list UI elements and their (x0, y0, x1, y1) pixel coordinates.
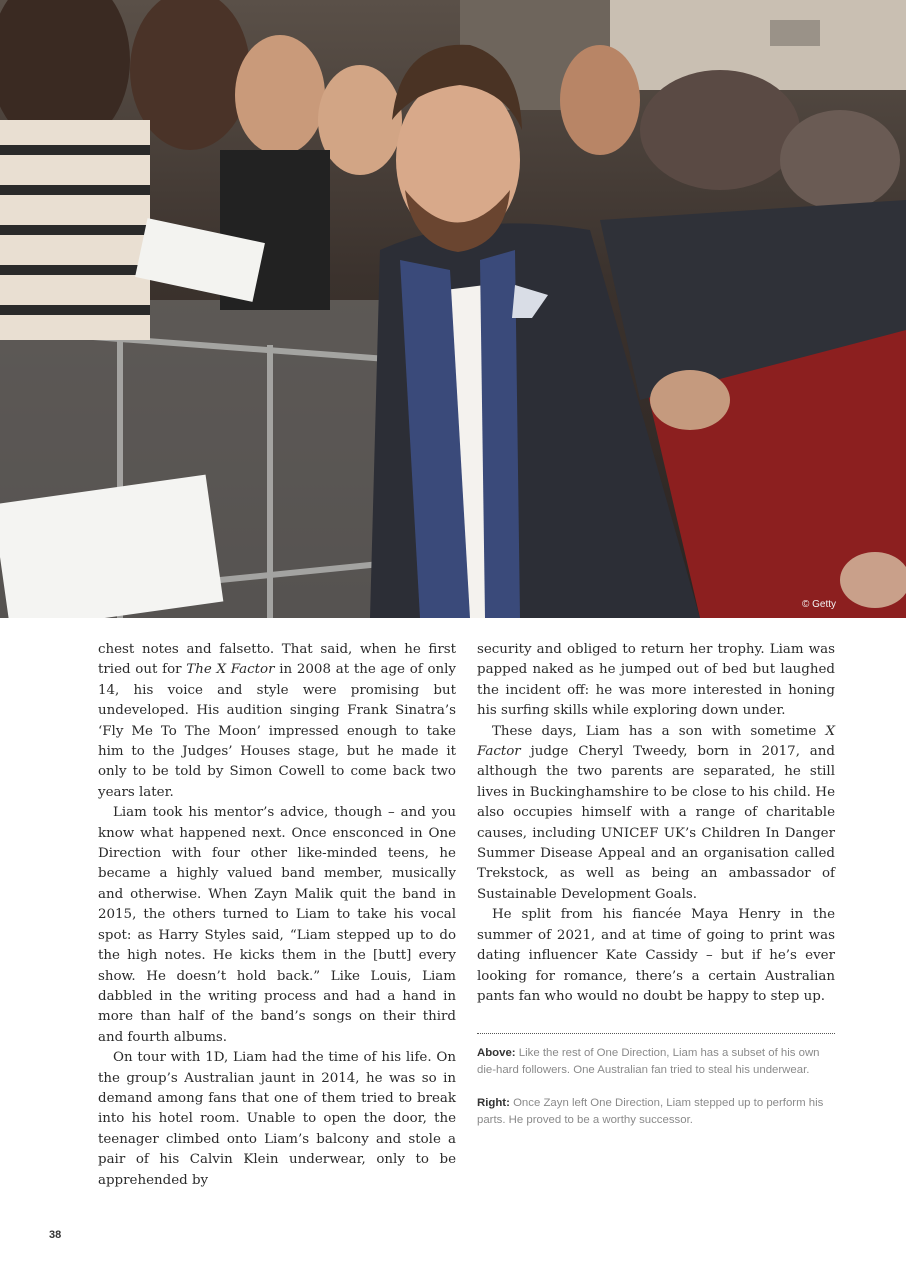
caption-text: Like the rest of One Direction, Liam has a subset of his own die-hard followers. One Australian fan tried to steal his underwear. (477, 1047, 820, 1076)
paragraph (98, 640, 456, 803)
caption-right (477, 1095, 835, 1129)
caption-label: Above: (477, 1047, 516, 1059)
paragraph (477, 722, 835, 906)
paragraph-text: in 2008 at the age of only 14, his voice and style were promising but undeveloped. His audition singing Frank Sinatra’s ‘Fly Me To The Moon’ impressed enough to take him to the Judges’ Houses stage, but he made it only to be told by Simon Cowell to come back two years later. (98, 662, 456, 800)
italic-title: The X Factor (186, 662, 275, 678)
caption-text: Once Zayn left One Direction, Liam stepped up to perform his parts. He proved to be a worthy successor. (477, 1097, 824, 1126)
photo-credit: © Getty (801, 599, 836, 610)
italic-title: X Factor (477, 723, 835, 760)
article-column-left (98, 640, 456, 1191)
paragraph (98, 803, 456, 1048)
page-number: 38 (49, 1229, 62, 1241)
paragraph-text: Liam took his mentor’s advice, though – and you know what happened next. Once ensconced in One Direction with four other like-minded teens, he became a highly valued band member, musically and otherwise. When Zayn Malik quit the band in 2015, the others turned to Liam to take his vocal spot: as Harry Styles said, “Liam stepped up to do the high notes. He kicks them in the [butt] every show. He doesn’t hold back.” Like Louis, Liam dabbled in the writing process and had a hand in more than half of the band’s songs on their third and fourth albums. (98, 805, 456, 1045)
photo-illustration (0, 0, 906, 618)
paragraph-text: security and obliged to return her trophy. Liam was papped naked as he jumped out of bed but laughed the incident off: he was more interested in honing his surfing skills while exploring down under. (477, 642, 835, 719)
caption-label: Right: (477, 1097, 510, 1109)
paragraph-text: On tour with 1D, Liam had the time of his life. On the group’s Australian jaunt in 2014, he was so in demand among fans that one of them tried to break into his hotel room. Unable to open the door, the teenager climbed onto Liam’s balcony and stole a pair of his Calvin Klein underwear, only to be apprehended by (98, 1050, 456, 1188)
paragraph-text: judge Cheryl Tweedy, born in 2017, and although the two parents are separated, he still lives in Buckinghamshire to be close to his child. He also occupies himself with a range of charitable causes, including UNICEF UK’s Children In Danger Summer Disease Appeal and an organisation called Trekstock, as well as being an ambassador of Sustainable Development Goals. (477, 744, 835, 902)
caption-divider (477, 1033, 835, 1034)
paragraph-text: These days, Liam has a son with sometime (492, 723, 826, 739)
hero-photo (0, 0, 906, 618)
caption-above (477, 1045, 835, 1079)
paragraph (477, 640, 835, 722)
paragraph-text: chest notes and falsetto. That said, when he first tried out for (98, 642, 456, 678)
paragraph (477, 905, 835, 1007)
paragraph-text: He split from his fiancée Maya Henry in the summer of 2021, and at time of going to print was dating influencer Kate Cassidy – but if he’s ever looking for romance, there’s a certain Australian pants fan who would no doubt be happy to step up. (477, 907, 835, 1004)
paragraph (98, 1048, 456, 1191)
article-column-right (477, 640, 835, 1007)
